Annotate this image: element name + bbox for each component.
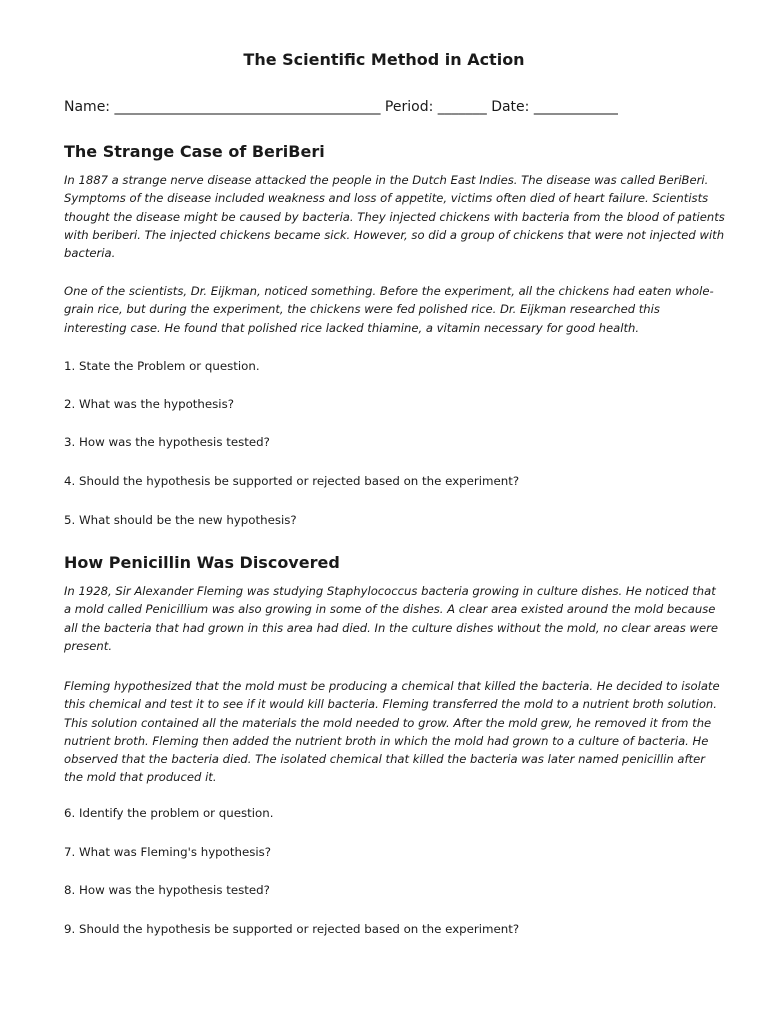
question-1: 1. State the Problem or question. (64, 359, 260, 373)
question-3: 3. How was the hypothesis tested? (64, 435, 270, 449)
question-5: 5. What should be the new hypothesis? (64, 513, 297, 527)
question-7: 7. What was Fleming's hypothesis? (64, 845, 272, 859)
penicillin-paragraph-1: In 1928, Sir Alexander Fleming was studying Staphylococcus bacteria growing in culture dishes. He noticed that a mold called Penicillium was also growing in some of the dishes. A clear area existed around the mold because all the bacteria that had grown in this area had died. In the culture dishes without the mold, no clear areas were present. (64, 584, 719, 653)
name-period-date-line: Name: ______________________________________ Period: _______ Date: ____________ (64, 99, 618, 115)
penicillin-paragraph-2: Fleming hypothesized that the mold must be producing a chemical that killed the bacteria. He decided to isolate this chemical and test it to see if it would kill bacteria. Fleming transferred the mold to a nutrient broth solution. This solution contained all the materials the mold needed to grow. After the mold grew, he removed it from the nutrient broth. Fleming then added the nutrient broth in which the mold had grown to a culture of bacteria. He observed that the bacteria died. The isolated chemical that killed the bacteria was later named penicillin after the mold that produced it. (64, 679, 720, 785)
question-2: 2. What was the hypothesis? (64, 397, 234, 411)
section-heading-penicillin: How Penicillin Was Discovered (64, 553, 340, 572)
page-title: The Scientific Method in Action (243, 50, 525, 69)
beriberi-paragraph-2: One of the scientists, Dr. Eijkman, noticed something. Before the experiment, all the chickens had eaten whole-grain rice, but during the experiment, the chickens were fed polished rice. Dr. Eijkman researched this interesting case. He found that polished rice lacked thiamine, a vitamin necessary for good health. (64, 284, 714, 335)
question-4: 4. Should the hypothesis be supported or rejected based on the experiment? (64, 474, 520, 488)
section-heading-beriberi: The Strange Case of BeriBeri (64, 142, 325, 161)
beriberi-paragraph-1: In 1887 a strange nerve disease attacked the people in the Dutch East Indies. The disease was called BeriBeri. Symptoms of the disease included weakness and loss of appetite, victims often died of heart failure. Scientists thought the disease might be caused by bacteria. They injected chickens with bacteria from the blood of patients with beriberi. The injected chickens became sick. However, so did a group of chickens that were not injected with bacteria. (64, 173, 725, 261)
question-8: 8. How was the hypothesis tested? (64, 883, 270, 897)
question-9: 9. Should the hypothesis be supported or rejected based on the experiment? (64, 922, 520, 936)
question-6: 6. Identify the problem or question. (64, 806, 274, 820)
